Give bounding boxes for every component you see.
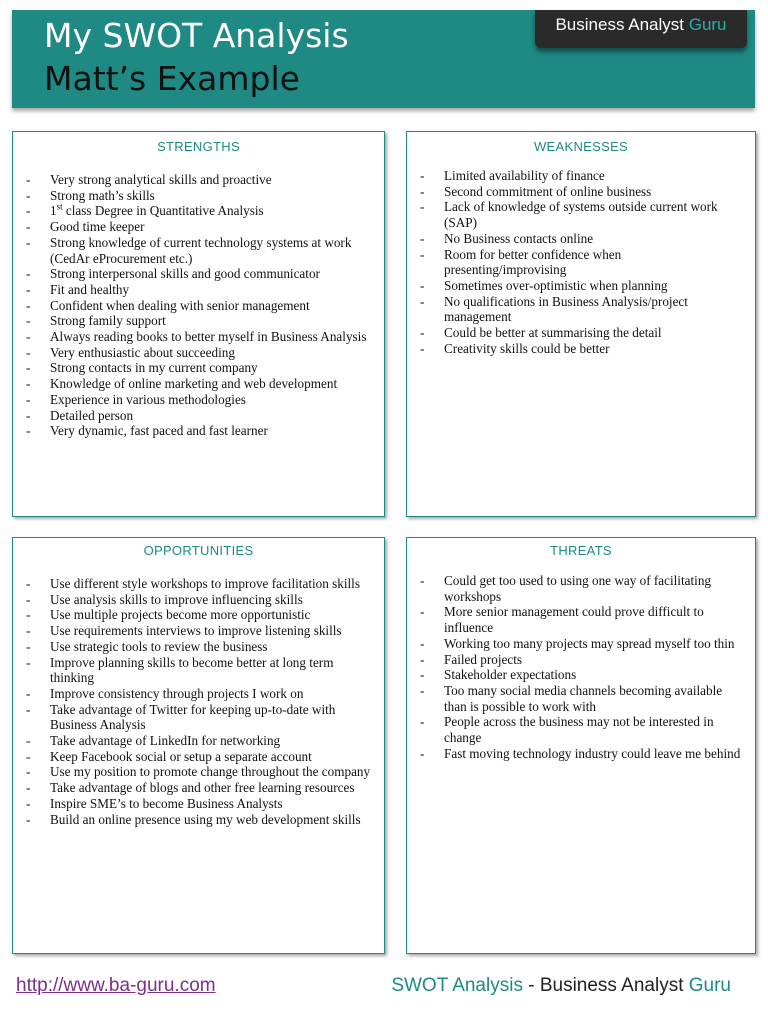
list-item: - Too many social media channels becoming available than is possible to work with — [420, 683, 745, 714]
list-item: - Use strategic tools to review the business — [26, 639, 374, 655]
list-item: - Take advantage of Twitter for keeping up-to-date with Business Analysis — [26, 702, 374, 733]
opportunities-heading: OPPORTUNITIES — [143, 543, 254, 558]
list-item: - Room for better confidence when presenting/improvising — [420, 247, 745, 278]
weaknesses-list — [420, 168, 745, 356]
opportunities-box — [12, 537, 385, 954]
footer-swot: SWOT Analysis — [391, 975, 523, 996]
footer-guru: Guru — [688, 975, 731, 996]
list-item: - Use different style workshops to improve facilitation skills — [26, 576, 374, 592]
list-item: - Limited availability of finance — [420, 168, 745, 184]
list-item: - Use analysis skills to improve influencing skills — [26, 592, 374, 608]
list-item: - Detailed person — [26, 408, 374, 424]
brand-accent: Guru — [688, 15, 727, 34]
list-item: - Working too many projects may spread myself too thin — [420, 636, 745, 652]
list-item: - Use requirements interviews to improve listening skills — [26, 623, 374, 639]
list-item: - No qualifications in Business Analysis/project management — [420, 294, 745, 325]
page-subtitle: Matt’s Example — [44, 59, 300, 98]
list-item: - Keep Facebook social or setup a separate account — [26, 749, 374, 765]
footer-tagline — [391, 975, 731, 997]
list-item: - Strong contacts in my current company — [26, 360, 374, 376]
list-item: - Build an online presence using my web development skills — [26, 812, 374, 828]
list-item: - Use multiple projects become more opportunistic — [26, 607, 374, 623]
list-item: - Could get too used to using one way of facilitating workshops — [420, 573, 745, 604]
website-link[interactable]: http://www.ba-guru.com — [16, 975, 216, 996]
list-item: - Good time keeper — [26, 219, 374, 235]
list-item: - Always reading books to better myself in Business Analysis — [26, 329, 374, 345]
strengths-box — [12, 131, 385, 517]
list-item: - Stakeholder expectations — [420, 667, 745, 683]
strengths-list — [26, 172, 374, 439]
list-item: - Improve consistency through projects I work on — [26, 686, 374, 702]
list-item: - Very enthusiastic about succeeding — [26, 345, 374, 361]
weaknesses-box — [406, 131, 756, 517]
list-item: - 1st class Degree in Quantitative Analysis — [26, 203, 374, 219]
degree-ordinal: 1st — [50, 202, 63, 219]
list-item: - No Business contacts online — [420, 231, 745, 247]
list-item: - Experience in various methodologies — [26, 392, 374, 408]
list-item: - People across the business may not be interested in change — [420, 714, 745, 745]
list-item: - Very strong analytical skills and proactive — [26, 172, 374, 188]
list-item: - Knowledge of online marketing and web development — [26, 376, 374, 392]
list-item: - Strong family support — [26, 313, 374, 329]
list-item: - Creativity skills could be better — [420, 341, 745, 357]
list-item: - Inspire SME’s to become Business Analysts — [26, 796, 374, 812]
list-item: - Fit and healthy — [26, 282, 374, 298]
list-item: - Very dynamic, fast paced and fast learner — [26, 423, 374, 439]
footer-business-analyst: - Business Analyst — [522, 975, 689, 996]
page-title: My SWOT Analysis — [44, 16, 349, 55]
threats-heading: THREATS — [550, 543, 612, 558]
list-item: - Use my position to promote change throughout the company — [26, 764, 374, 780]
list-item: - Could be better at summarising the detail — [420, 325, 745, 341]
list-item: - Lack of knowledge of systems outside current work (SAP) — [420, 199, 745, 230]
list-item: - Improve planning skills to become better at long term thinking — [26, 655, 374, 686]
list-item: - Confident when dealing with senior management — [26, 298, 374, 314]
header-banner — [12, 10, 755, 108]
list-item: - Failed projects — [420, 652, 745, 668]
list-item: - Fast moving technology industry could leave me behind — [420, 746, 745, 762]
brand-name: Business Analyst — [555, 15, 684, 34]
threats-box — [406, 537, 756, 954]
list-item: - Strong knowledge of current technology systems at work (CedAr eProcurement etc.) — [26, 235, 374, 266]
list-item: - More senior management could prove difficult to influence — [420, 604, 745, 635]
list-item: - Strong math’s skills — [26, 188, 374, 204]
list-item: - Second commitment of online business — [420, 184, 745, 200]
strengths-heading: STRENGTHS — [157, 139, 240, 154]
weaknesses-heading: WEAKNESSES — [533, 139, 629, 154]
list-item: - Strong interpersonal skills and good communicator — [26, 266, 374, 282]
list-item: - Take advantage of LinkedIn for networking — [26, 733, 374, 749]
list-item: - Take advantage of blogs and other free learning resources — [26, 780, 374, 796]
brand-logo — [535, 10, 747, 48]
list-item: - Sometimes over-optimistic when planning — [420, 278, 745, 294]
threats-list — [420, 573, 745, 761]
opportunities-list — [26, 576, 374, 827]
